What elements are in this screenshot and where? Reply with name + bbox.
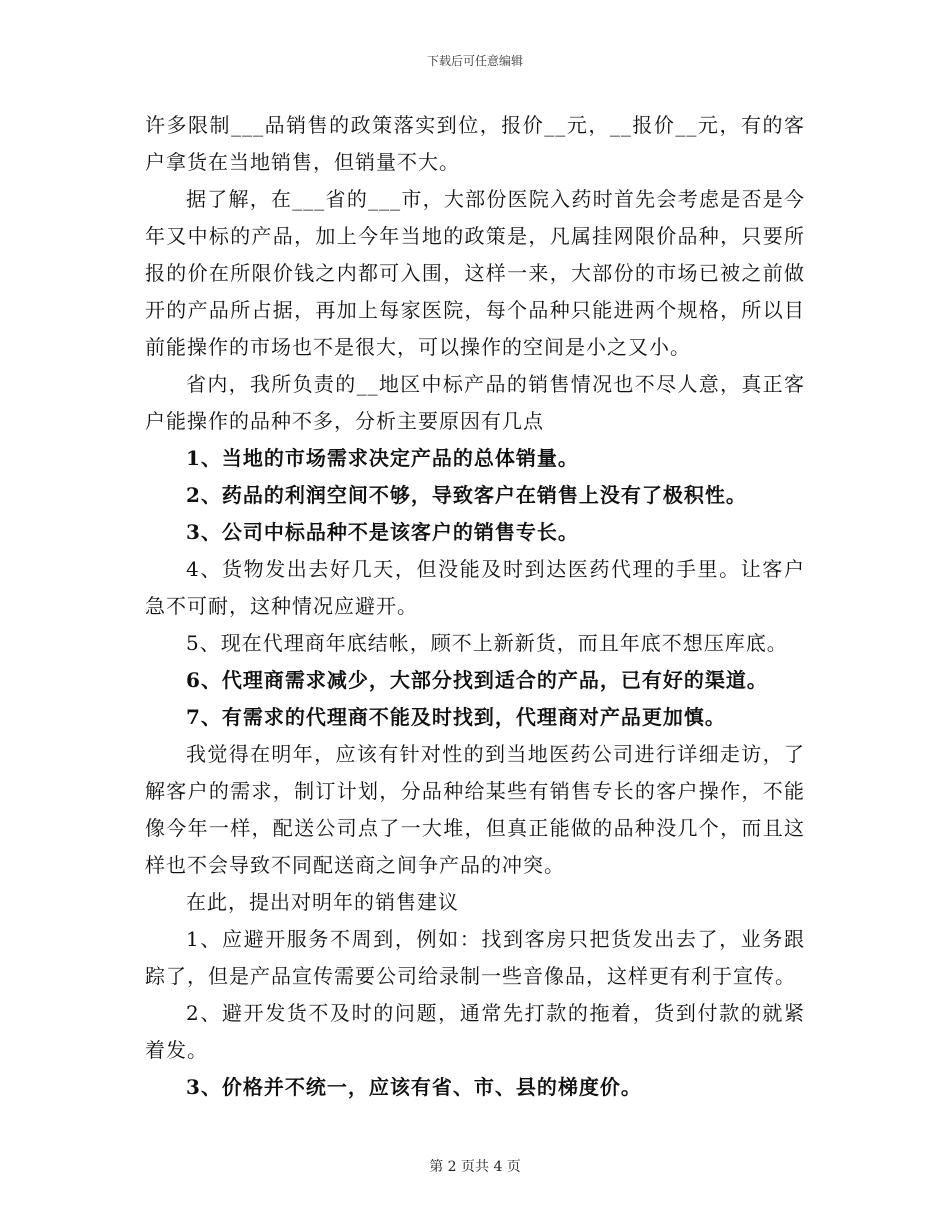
document-body (145, 107, 805, 1106)
suggestion-item-2: 2、避开发货不及时的问题，通常先打款的拖着，货到付款的就紧着发。 (145, 1001, 805, 1062)
suggestion-item-3: 3、价格并不统一，应该有省、市、县的梯度价。 (186, 1075, 642, 1099)
paragraph-1: 许多限制___品销售的政策落实到位，报价__元，__报价__元，有的客户拿货在当地销售，但销量不大。 (145, 113, 805, 174)
reason-item-1: 1、当地的市场需求决定产品的总体销量。 (186, 446, 579, 470)
suggestion-item-1: 1、应避开服务不周到，例如：找到客房只把货发出去了，业务跟踪了，但是产品宣传需要公司给录制一些音像品，这样更有利于宣传。 (145, 927, 805, 988)
suggestions-heading: 在此，提出对明年的销售建议 (186, 890, 459, 914)
reason-item-6: 6、代理商需求减少，大部分找到适合的产品，已有好的渠道。 (186, 668, 768, 692)
paragraph-2: 据了解，在___省的___市，大部份医院入药时首先会考虑是否是今年又中标的产品，加上今年当地的政策是，凡属挂网限价品种，只要所报的价在所限价钱之内都可入围，这样一来，大部份的市场已被之前做开的产品所占据，再加上每家医院，每个品种只能进两个规格，所以目前能操作的市场也不是很大，可以操作的空间是小之又小。 (145, 187, 805, 359)
reason-item-7: 7、有需求的代理商不能及时找到，代理商对产品更加慎。 (186, 705, 726, 729)
page-header: 下载后可任意编辑 (426, 54, 523, 68)
paragraph-plan: 我觉得在明年，应该有针对性的到当地医药公司进行详细走访，了解客户的需求，制订计划，分品种给某些有销售专长的客户操作，不能像今年一样，配送公司点了一大堆，但真正能做的品种没几个，而且这样也不会导致不同配送商之间争产品的冲突。 (145, 742, 805, 877)
reason-item-2: 2、药品的利润空间不够，导致客户在销售上没有了极积性。 (186, 483, 747, 507)
page-footer: 第 2 页共 4 页 (429, 1159, 521, 1175)
reason-item-3: 3、公司中标品种不是该客户的销售专长。 (186, 520, 579, 544)
paragraph-3: 省内，我所负责的__地区中标产品的销售情况也不尽人意，真正客户能操作的品种不多，分析主要原因有几点 (145, 372, 805, 433)
reason-item-4: 4、货物发出去好几天，但没能及时到达医药代理的手里。让客户急不可耐，这种情况应避开。 (145, 557, 805, 618)
reason-item-5: 5、现在代理商年底结帐，顾不上新新货，而且年底不想压库底。 (186, 631, 788, 655)
